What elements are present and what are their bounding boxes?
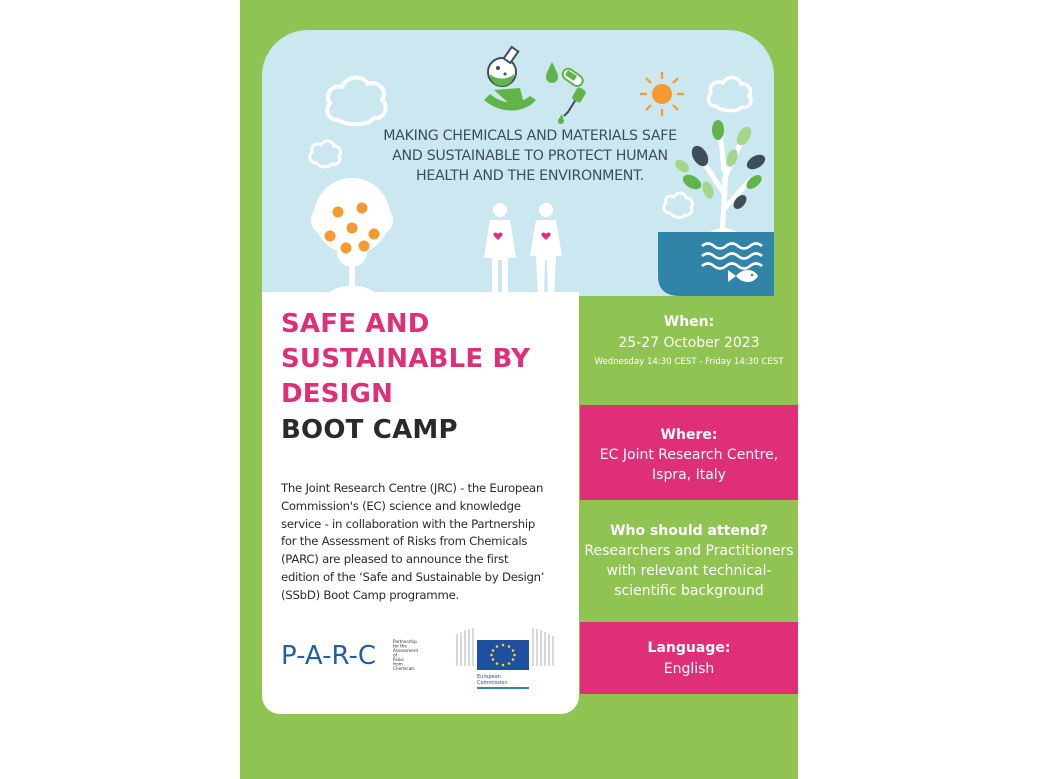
- title-line-boot-camp: BOOT CAMP: [281, 415, 458, 445]
- when-label: When:: [663, 314, 715, 330]
- ec-text: Commission: [477, 680, 508, 686]
- parc-logo: [281, 634, 421, 674]
- who-line: with relevant technical-: [606, 563, 772, 579]
- cloud-icon: [310, 141, 340, 167]
- european-commission-logo: [455, 622, 557, 692]
- parc-text: of: [393, 652, 398, 658]
- parc-text: Chemicals: [393, 666, 415, 671]
- parc-text: Partnership: [393, 639, 417, 644]
- title-line: SAFE AND: [281, 309, 430, 339]
- cloud-icon: [327, 78, 386, 125]
- intro-line: for the Assessment of Risks from Chemicals: [281, 534, 528, 549]
- where-line: EC Joint Research Centre,: [599, 447, 779, 463]
- parc-text: for the: [393, 643, 407, 649]
- intro-line: edition of the ‘Safe and Sustainable by Design’: [281, 569, 545, 584]
- tagline-line: MAKING CHEMICALS AND MATERIALS SAFE: [383, 128, 677, 144]
- intro-line: (SSbD) Boot Camp programme.: [281, 587, 459, 602]
- sun-icon: [640, 72, 684, 116]
- when-block: [580, 310, 798, 390]
- intro-line: Commission's (EC) science and knowledge: [281, 498, 521, 513]
- when-date: 25-27 October 2023: [618, 335, 760, 351]
- cloud-icon: [664, 193, 692, 217]
- language-label: Language:: [647, 640, 731, 656]
- who-label: Who should attend?: [610, 523, 768, 539]
- intro-paragraph: [281, 480, 566, 605]
- intro-line: service - in collaboration with the Partnership: [281, 516, 536, 531]
- drop-icon: [546, 62, 558, 83]
- tree-icon: [673, 120, 768, 235]
- language-block: [580, 622, 798, 694]
- page-title: [281, 307, 530, 448]
- when-times: Wednesday 14:30 CEST - Friday 14:30 CEST: [594, 357, 784, 367]
- language-value: English: [663, 661, 715, 677]
- flask-hand-icon: [484, 47, 536, 111]
- who-block: [580, 518, 798, 618]
- where-block: [580, 405, 798, 500]
- water-fish-icon: [658, 232, 774, 296]
- parc-text: Assessment: [393, 648, 419, 653]
- intro-line: The Joint Research Centre (JRC) - the European: [281, 481, 544, 495]
- dropper-icon: [558, 86, 587, 124]
- main-card: [262, 292, 579, 714]
- hero-tagline: [380, 126, 680, 186]
- ec-text: European: [477, 674, 501, 680]
- people-icon: [484, 203, 562, 296]
- tagline-line: HEALTH AND THE ENVIRONMENT.: [415, 168, 644, 184]
- who-line: scientific background: [614, 583, 764, 599]
- where-label: Where:: [660, 427, 718, 443]
- parc-text: Risks: [393, 657, 404, 662]
- parc-text: from: [393, 661, 403, 667]
- orange-tree-icon: [311, 178, 393, 296]
- poster: [240, 0, 798, 779]
- who-line: Researchers and Practitioners: [584, 543, 794, 559]
- intro-line: (PARC) are pleased to announce the first: [281, 552, 509, 567]
- parc-letters: P-A-R-C: [281, 641, 377, 671]
- title-line: SUSTAINABLE BY: [281, 344, 531, 374]
- pill-icon: [561, 67, 585, 89]
- hero-illustration: [262, 30, 774, 296]
- where-line: Ispra, Italy: [652, 467, 726, 483]
- title-line: DESIGN: [281, 379, 394, 409]
- tagline-line: AND SUSTAINABLE TO PROTECT HUMAN: [392, 148, 668, 164]
- cloud-icon: [708, 77, 751, 110]
